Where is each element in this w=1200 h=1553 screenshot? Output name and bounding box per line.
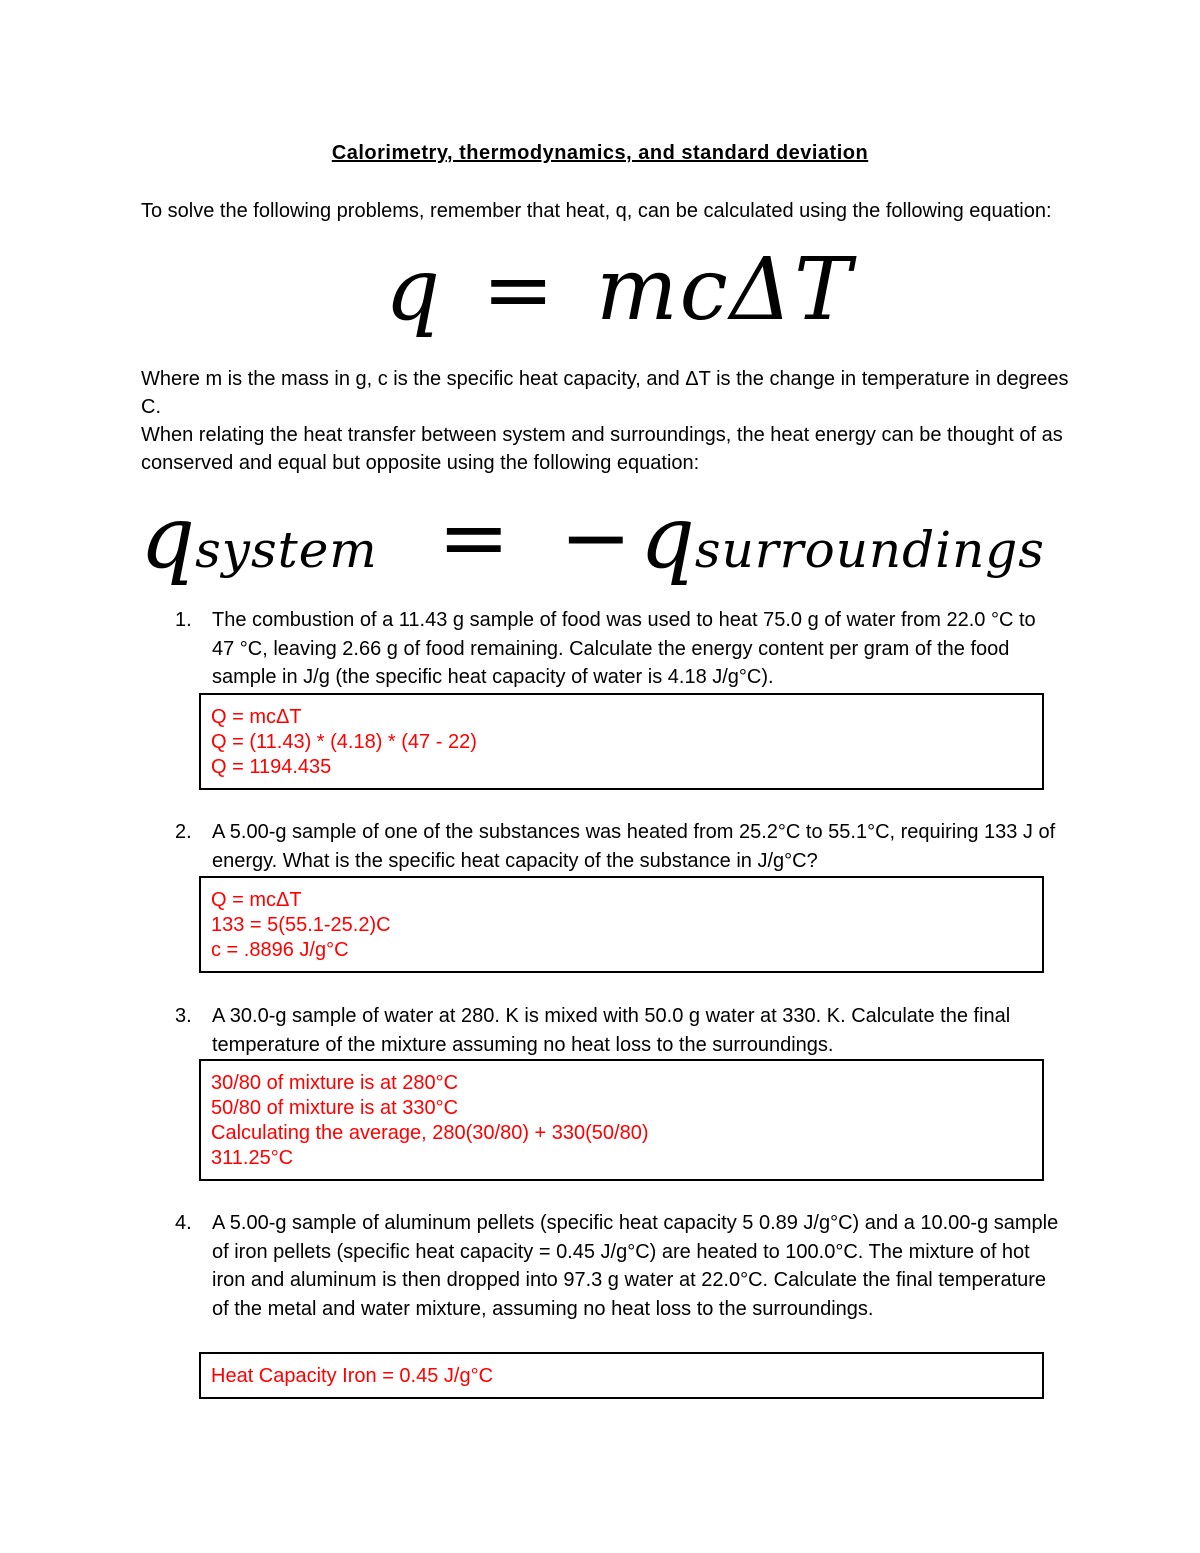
answer-line: 311.25°C <box>211 1147 294 1169</box>
answer-line: Q = 1194.435 <box>211 756 332 778</box>
problem-text: A 5.00-g sample of one of the substances was heated from 25.2°C to 55.1°C, requiring 133 J of energy. What is the specific heat capacity of the substance in J/g°C? <box>212 821 1056 872</box>
answer-box-3 <box>199 1059 1044 1181</box>
conservation-equals: = <box>437 488 510 588</box>
problem-number: 3. <box>175 1005 192 1027</box>
conservation-minus: − <box>559 488 632 588</box>
where-paragraph: Where m is the mass in g, c is the specific heat capacity, and ΔT is the change in temperature in degrees C. <box>141 368 1069 418</box>
intro-paragraph: To solve the following problems, remember that heat, q, can be calculated using the following equation: <box>141 200 1052 222</box>
problem-number: 2. <box>175 821 192 843</box>
document-title: Calorimetry, thermodynamics, and standard deviation <box>331 142 869 164</box>
heat-equation <box>385 240 853 340</box>
q-surroundings-symbol: q <box>639 488 695 588</box>
answer-box-1 <box>199 693 1044 790</box>
answer-line: Q = mcΔT <box>211 889 302 911</box>
problem-text: A 30.0-g sample of water at 280. K is mixed with 50.0 g water at 330. K. Calculate the final temperature of the mixture assuming no heat loss to the surroundings. <box>212 1005 1011 1056</box>
problem-text: A 5.00-g sample of aluminum pellets (specific heat capacity 5 0.89 J/g°C) and a 10.00-g sample of iron pellets (specific heat capacity = 0.45 J/g°C) are heated to 100.0°C. The mixture of hot iron and aluminum is then dropped into 97.3 g water at 22.0°C. Calculate the final temperature of the metal and water mixture, assuming no heat loss to the surroundings. <box>212 1212 1059 1320</box>
problem-text: The combustion of a 11.43 g sample of food was used to heat 75.0 g of water from 22.0 °C to 47 °C, leaving 2.66 g of food remaining. Calculate the energy content per gram of the food sample in J/g (the specific heat capacity of water is 4.18 J/g°C). <box>212 609 1036 688</box>
answer-line: Heat Capacity Iron = 0.45 J/g°C <box>211 1365 494 1387</box>
answer-line: Q = (11.43) * (4.18) * (47 - 22) <box>211 731 477 753</box>
answer-line: 50/80 of mixture is at 330°C <box>211 1097 459 1119</box>
answer-line: 133 = 5(55.1-25.2)C <box>211 914 391 936</box>
heat-equation-rhs: mcΔT <box>596 240 854 340</box>
q-system-symbol: q <box>140 488 196 588</box>
q-system-subscript: system <box>195 521 378 579</box>
answer-line: Calculating the average, 280(30/80) + 330(50/80) <box>211 1122 649 1144</box>
answer-line: 30/80 of mixture is at 280°C <box>211 1072 459 1094</box>
answer-line: c = .8896 J/g°C <box>211 939 349 961</box>
answer-line: Q = mcΔT <box>211 706 302 728</box>
problem-number: 1. <box>175 609 192 631</box>
answer-box-4 <box>199 1352 1044 1399</box>
relating-paragraph: When relating the heat transfer between system and surroundings, the heat energy can be thought of as conserved and equal but opposite using the following equation: <box>141 424 1063 474</box>
answer-box-2 <box>199 876 1044 973</box>
heat-equation-lhs: q <box>385 240 443 340</box>
q-surroundings-subscript: surroundings <box>694 521 1045 579</box>
problem-number: 4. <box>175 1212 192 1234</box>
conservation-equation <box>140 488 1045 588</box>
heat-equation-equals: = <box>482 240 557 340</box>
